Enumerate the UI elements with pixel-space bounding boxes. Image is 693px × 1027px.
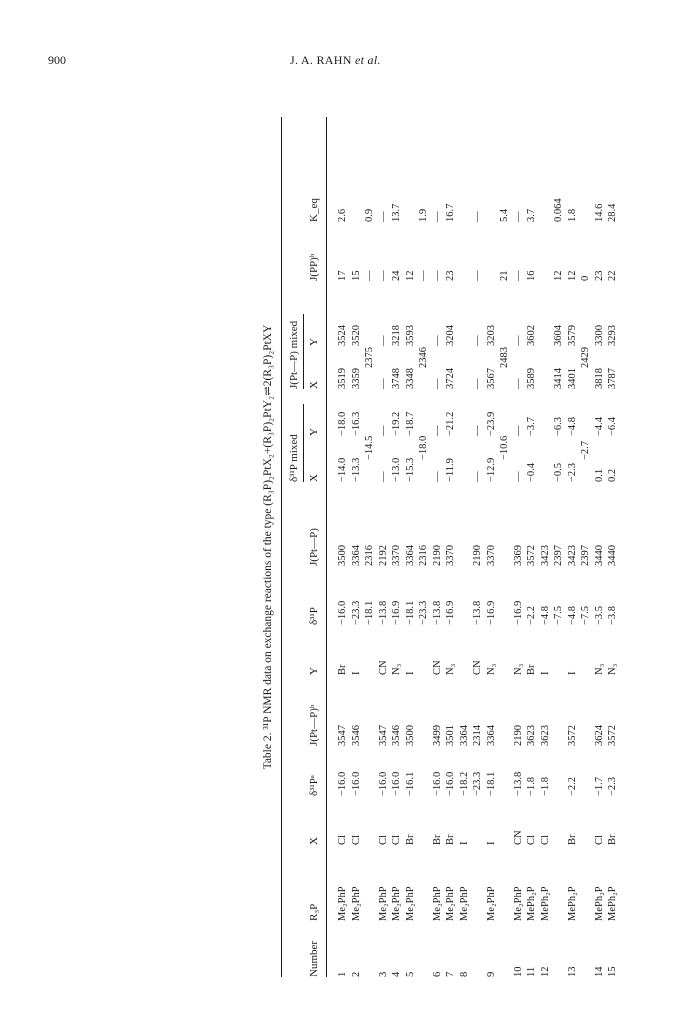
cell-jptp-y: 3369 — [512, 545, 524, 566]
cell-y: Br — [337, 664, 348, 675]
cell-keq: 13.7 — [391, 203, 402, 222]
cell-y: I — [404, 671, 416, 675]
cell-r3p: MePh₂P — [607, 886, 618, 921]
cell-mix-dy: −18.0 — [337, 411, 348, 436]
cell-jptp-y: 3423 — [539, 545, 551, 566]
cell-keq: 5.4 — [499, 208, 510, 222]
cell-jptp-y: 2190 — [472, 545, 483, 566]
cell-mix-jy: 3300 — [593, 325, 605, 346]
cell-mix-dx: — — [431, 471, 443, 482]
header-dp-x: δ³¹Pᵃ — [308, 775, 320, 796]
cell-jptp-y: 3440 — [607, 545, 618, 566]
group-rule-shift — [303, 404, 304, 482]
cell-x: Cl — [337, 835, 348, 845]
cell-jpp: — — [472, 270, 483, 281]
header-y: Y — [308, 667, 320, 675]
cell-keq: 0.9 — [364, 208, 375, 222]
cell-jptp-x: 3572 — [566, 725, 578, 746]
cell-mix-single: −10.6 — [499, 435, 510, 460]
cell-x: Br — [404, 834, 416, 845]
cell-mix-dy: −23.9 — [485, 411, 497, 436]
cell-y: CN — [472, 660, 483, 675]
cell-jptp-y: 2397 — [553, 545, 564, 566]
header-keq: K_eq — [308, 198, 320, 222]
cell-dp-x: −16.0 — [350, 771, 362, 796]
cell-jpp: 16 — [526, 270, 537, 281]
cell-number: 2 — [350, 971, 362, 977]
cell-r3p: Me₂PhP — [337, 886, 348, 921]
cell-r3p: Me₂PhP — [485, 886, 497, 921]
cell-mix-dx: −13.3 — [350, 457, 362, 482]
cell-dp-y: −18.1 — [364, 600, 375, 625]
cell-mix-jy: 3524 — [337, 325, 348, 346]
cell-mix-jx: — — [472, 378, 483, 389]
cell-jptp-x: 3364 — [485, 725, 497, 746]
cell-jptp-x: 3547 — [337, 725, 348, 746]
table-top-rule — [281, 117, 282, 977]
cell-mix-jy: — — [512, 335, 524, 346]
cell-mix-dx: −11.9 — [445, 458, 456, 482]
cell-number: 7 — [445, 971, 456, 977]
cell-mix-jx: 3818 — [593, 368, 605, 389]
cell-dp-y: −4.8 — [566, 605, 578, 625]
cell-x: Cl — [539, 835, 551, 845]
cell-keq: 14.6 — [593, 203, 605, 222]
cell-mix-jsingle: 2483 — [499, 347, 510, 368]
cell-number: 4 — [391, 971, 402, 977]
cell-jptp-y: 3370 — [485, 545, 497, 566]
cell-x: I — [458, 841, 470, 845]
cell-jptp-y: 3500 — [337, 545, 348, 566]
cell-mix-dy: −19.2 — [391, 411, 402, 436]
cell-mix-dx: — — [472, 471, 483, 482]
cell-number: 11 — [526, 966, 537, 977]
cell-mix-dx: −2.3 — [566, 462, 578, 482]
cell-r3p: Me₂PhP — [350, 886, 362, 921]
cell-r3p: Me₂PhP — [458, 886, 470, 921]
cell-dp-y: −3.5 — [593, 605, 605, 625]
cell-x: Cl — [391, 835, 402, 845]
running-head — [290, 53, 381, 68]
cell-x: CN — [512, 830, 524, 845]
running-head-authors: J. A. RAHN — [290, 53, 352, 67]
cell-jpp: 23 — [593, 270, 605, 281]
cell-mix-dx: −13.0 — [391, 457, 402, 482]
cell-jptp-x: 3623 — [539, 725, 551, 746]
cell-dp-y: −23.3 — [418, 600, 429, 625]
cell-jptp-x: 3572 — [607, 725, 618, 746]
cell-mix-dx: −12.9 — [485, 457, 497, 482]
cell-jptp-x: 3364 — [458, 725, 470, 746]
cell-dp-y: −18.1 — [404, 600, 416, 625]
cell-jpp: 21 — [499, 270, 510, 281]
cell-jpp: 15 — [350, 270, 362, 281]
cell-jptp-y: 3364 — [404, 545, 416, 566]
cell-mix-dy: — — [512, 425, 524, 436]
cell-mix-dx: −14.0 — [337, 457, 348, 482]
cell-y: Br — [526, 664, 537, 675]
cell-mix-jx: 3567 — [485, 368, 497, 389]
cell-number: 15 — [607, 966, 618, 977]
cell-jpp: — — [431, 270, 443, 281]
cell-r3p: MePh₂P — [526, 886, 537, 921]
cell-jptp-y: 2192 — [377, 545, 389, 566]
cell-dp-x: −1.8 — [526, 776, 537, 796]
cell-mix-dy: −6.4 — [607, 416, 618, 436]
cell-keq: — — [512, 211, 524, 222]
cell-mix-jx: — — [377, 378, 389, 389]
cell-mix-dy: −18.7 — [404, 411, 416, 436]
cell-jptp-x: 3623 — [526, 725, 537, 746]
cell-dp-y: −16.9 — [391, 600, 402, 625]
cell-jptp-x: 3500 — [404, 725, 416, 746]
cell-jpp: 12 — [566, 270, 578, 281]
cell-y: N₃ — [445, 663, 456, 675]
cell-mix-dy: — — [472, 425, 483, 436]
cell-mix-dx: — — [512, 471, 524, 482]
cell-number: 1 — [337, 971, 348, 977]
cell-mix-jsingle: 2375 — [364, 347, 375, 368]
cell-dp-x: −13.8 — [512, 771, 524, 796]
cell-dp-y: −16.0 — [337, 600, 348, 625]
cell-dp-y: −16.9 — [485, 600, 497, 625]
cell-dp-y: −16.9 — [512, 600, 524, 625]
cell-mix-dy: −6.3 — [553, 416, 564, 436]
header-x: X — [308, 837, 320, 845]
cell-dp-x: −16.1 — [404, 771, 416, 796]
cell-keq: 0.064 — [553, 198, 564, 222]
cell-keq: 1.8 — [566, 208, 578, 222]
cell-y: I — [566, 671, 578, 675]
cell-jpp: 22 — [607, 270, 618, 281]
cell-keq: — — [431, 211, 443, 222]
cell-dp-y: −16.9 — [445, 600, 456, 625]
cell-mix-single: −14.5 — [364, 435, 375, 460]
cell-jptp-x: 3501 — [445, 725, 456, 746]
cell-r3p: Me₂PhP — [404, 886, 416, 921]
cell-mix-jy: 3593 — [404, 325, 416, 346]
cell-jptp-x: 3546 — [391, 725, 402, 746]
header-mix-jy: Y — [308, 338, 320, 346]
cell-jpp: 12 — [404, 270, 416, 281]
cell-r3p: Me₂PhP — [377, 886, 389, 921]
cell-jptp-y: 3370 — [391, 545, 402, 566]
cell-number: 12 — [539, 966, 551, 977]
cell-dp-x: −16.0 — [445, 771, 456, 796]
group-header-shift-mixed — [288, 404, 300, 482]
cell-mix-jy: — — [472, 335, 483, 346]
cell-jptp-y: 3423 — [566, 545, 578, 566]
cell-jpp: — — [512, 270, 524, 281]
header-jpp: J(PP)ᵇ — [308, 253, 320, 281]
cell-jptp-x: 3546 — [350, 725, 362, 746]
cell-y: N₃ — [512, 663, 524, 675]
cell-x: Cl — [350, 835, 362, 845]
cell-dp-x: −23.3 — [472, 771, 483, 796]
cell-keq: — — [377, 211, 389, 222]
cell-jptp-x: 3547 — [377, 725, 389, 746]
cell-number: 10 — [512, 966, 524, 977]
cell-mix-dy: −3.7 — [526, 416, 537, 436]
cell-jptp-x: 3624 — [593, 725, 605, 746]
cell-r3p: Me₂PhP — [391, 886, 402, 921]
cell-mix-jx: 3519 — [337, 368, 348, 389]
cell-mix-jx: 3414 — [553, 368, 564, 389]
cell-dp-x: −1.7 — [593, 776, 605, 796]
cell-jptp-y: 3440 — [593, 545, 605, 566]
cell-jptp-y: 3364 — [350, 545, 362, 566]
cell-jptp-y: 2397 — [580, 545, 591, 566]
cell-dp-y: −7.5 — [553, 605, 564, 625]
cell-jpp: 0 — [580, 275, 591, 281]
cell-dp-x: −2.2 — [566, 776, 578, 796]
cell-x: Cl — [526, 835, 537, 845]
cell-mix-jx: 3748 — [391, 368, 402, 389]
cell-keq: — — [472, 211, 483, 222]
cell-x: Br — [431, 834, 443, 845]
cell-jpp: 17 — [337, 270, 348, 281]
cell-mix-jsingle: 2429 — [580, 347, 591, 368]
cell-dp-x: −16.0 — [391, 771, 402, 796]
header-jptp-y: J(Pt—P) — [308, 528, 320, 566]
cell-dp-y: −13.8 — [472, 600, 483, 625]
cell-mix-jx: 3359 — [350, 368, 362, 389]
table-header-rule — [326, 117, 327, 977]
cell-y: N₃ — [607, 663, 618, 675]
cell-mix-dx: — — [377, 471, 389, 482]
cell-number: 13 — [566, 966, 578, 977]
cell-mix-dx: 0.2 — [607, 468, 618, 482]
cell-jptp-y: 3370 — [445, 545, 456, 566]
cell-mix-dx: −0.4 — [526, 462, 537, 482]
cell-x: I — [485, 841, 497, 845]
cell-x: Cl — [377, 835, 389, 845]
cell-number: 9 — [485, 971, 497, 977]
cell-jptp-x: 2190 — [512, 725, 524, 746]
cell-dp-x: −16.0 — [431, 771, 443, 796]
cell-x: Cl — [593, 835, 605, 845]
group-header-shift-mixed-label: δ³¹P mixed — [288, 434, 300, 482]
cell-jpp: — — [364, 270, 375, 281]
cell-mix-dy: — — [431, 425, 443, 436]
cell-jpp: — — [377, 270, 389, 281]
cell-mix-jy: 3520 — [350, 325, 362, 346]
cell-mix-jx: — — [512, 378, 524, 389]
cell-dp-x: −18.1 — [485, 771, 497, 796]
cell-mix-jsingle: 2346 — [418, 347, 429, 368]
cell-mix-dy: −4.4 — [593, 416, 605, 436]
cell-mix-dx: −15.3 — [404, 457, 416, 482]
cell-y: I — [539, 671, 551, 675]
header-number: Number — [308, 940, 320, 977]
cell-mix-jy: 3604 — [553, 325, 564, 346]
group-rule-coupling — [303, 314, 304, 389]
cell-x: Br — [445, 834, 456, 845]
cell-mix-jy: 3602 — [526, 325, 537, 346]
header-mix-dy: Y — [308, 428, 320, 436]
cell-number: 5 — [404, 971, 416, 977]
cell-mix-jy: — — [377, 335, 389, 346]
cell-dp-x: −18.2 — [458, 771, 470, 796]
cell-mix-jy: 3218 — [391, 325, 402, 346]
cell-jptp-y: 3572 — [526, 545, 537, 566]
cell-keq: 1.9 — [418, 208, 429, 222]
cell-mix-jx: 3401 — [566, 368, 578, 389]
cell-mix-dy: −4.8 — [566, 416, 578, 436]
cell-keq: 2.6 — [337, 208, 348, 222]
group-header-coupling-mixed — [288, 314, 300, 389]
cell-mix-jx: — — [431, 378, 443, 389]
header-dp-y: δ³¹P — [308, 607, 320, 625]
cell-jpp: 24 — [391, 270, 402, 281]
running-head-et-al: et al. — [355, 53, 381, 67]
cell-jptp-y: 2316 — [364, 545, 375, 566]
cell-jptp-y: 2190 — [431, 545, 443, 566]
cell-mix-dy: −16.3 — [350, 411, 362, 436]
cell-y: CN — [431, 660, 443, 675]
cell-number: 3 — [377, 971, 389, 977]
cell-mix-jx: 3724 — [445, 368, 456, 389]
cell-jpp: 23 — [445, 270, 456, 281]
cell-mix-jy: 3293 — [607, 325, 618, 346]
cell-dp-y: −3.8 — [607, 605, 618, 625]
group-header-coupling-mixed-label: J(Pt—P) mixed — [288, 320, 300, 389]
cell-jpp: — — [418, 270, 429, 281]
cell-number: 8 — [458, 971, 470, 977]
cell-mix-jy: — — [431, 335, 443, 346]
cell-x: Br — [566, 834, 578, 845]
cell-dp-x: −2.3 — [607, 776, 618, 796]
cell-dp-x: −16.0 — [377, 771, 389, 796]
cell-keq: 28.4 — [607, 203, 618, 222]
cell-mix-dx: 0.1 — [593, 468, 605, 482]
cell-jptp-x: 2314 — [472, 725, 483, 746]
cell-dp-y: −23.3 — [350, 600, 362, 625]
cell-r3p: MePh₂P — [593, 886, 605, 921]
cell-mix-single: −18.0 — [418, 435, 429, 460]
cell-dp-y: −4.8 — [539, 605, 551, 625]
cell-dp-y: −7.5 — [580, 605, 591, 625]
header-r3p: R₃P — [308, 903, 320, 921]
page-number: 900 — [48, 53, 66, 67]
rotated-table — [260, 97, 665, 997]
cell-jptp-x: 3499 — [431, 725, 443, 746]
cell-number: 6 — [431, 971, 443, 977]
cell-mix-jy: 3203 — [485, 325, 497, 346]
cell-dp-x: −16.0 — [337, 771, 348, 796]
cell-jptp-y: 2316 — [418, 545, 429, 566]
cell-mix-jx: 3348 — [404, 368, 416, 389]
cell-r3p: MePh₂P — [566, 886, 578, 921]
cell-r3p: Me₂PhP — [431, 886, 443, 921]
cell-number: 14 — [593, 966, 605, 977]
cell-y: CN — [377, 660, 389, 675]
cell-mix-jx: 3787 — [607, 368, 618, 389]
cell-y: N₃ — [485, 663, 497, 675]
cell-y: N₃ — [593, 663, 605, 675]
cell-mix-jy: 3204 — [445, 325, 456, 346]
table-caption: Table 2. ³¹P NMR data on exchange reactions of the type (R₃P)₂PtX₂+(R₃P)₂PtY₂⇌2(R₃P)₂PtXY — [262, 324, 274, 770]
header-jptp-x: J(Pt—P)ᵇ — [308, 704, 320, 746]
cell-mix-single: −2.7 — [580, 440, 591, 460]
cell-dp-x: −1.8 — [539, 776, 551, 796]
cell-mix-jy: 3579 — [566, 325, 578, 346]
cell-dp-y: −2.2 — [526, 605, 537, 625]
cell-jpp: 12 — [553, 270, 564, 281]
header-mix-dx: X — [308, 474, 320, 482]
cell-x: Br — [607, 834, 618, 845]
cell-r3p: Me₂PhP — [512, 886, 524, 921]
cell-dp-y: −13.8 — [377, 600, 389, 625]
cell-keq: 16.7 — [445, 203, 456, 222]
cell-dp-y: −13.8 — [431, 600, 443, 625]
cell-r3p: MePh₂P — [539, 886, 551, 921]
cell-y: I — [350, 671, 362, 675]
cell-keq: 3.7 — [526, 208, 537, 222]
cell-mix-dy: −21.2 — [445, 411, 456, 436]
header-mix-jx: X — [308, 381, 320, 389]
cell-r3p: Me₂PhP — [445, 886, 456, 921]
cell-mix-dy: — — [377, 425, 389, 436]
cell-y: N₃ — [391, 663, 402, 675]
cell-mix-dx: −0.5 — [553, 462, 564, 482]
cell-mix-jx: 3589 — [526, 368, 537, 389]
